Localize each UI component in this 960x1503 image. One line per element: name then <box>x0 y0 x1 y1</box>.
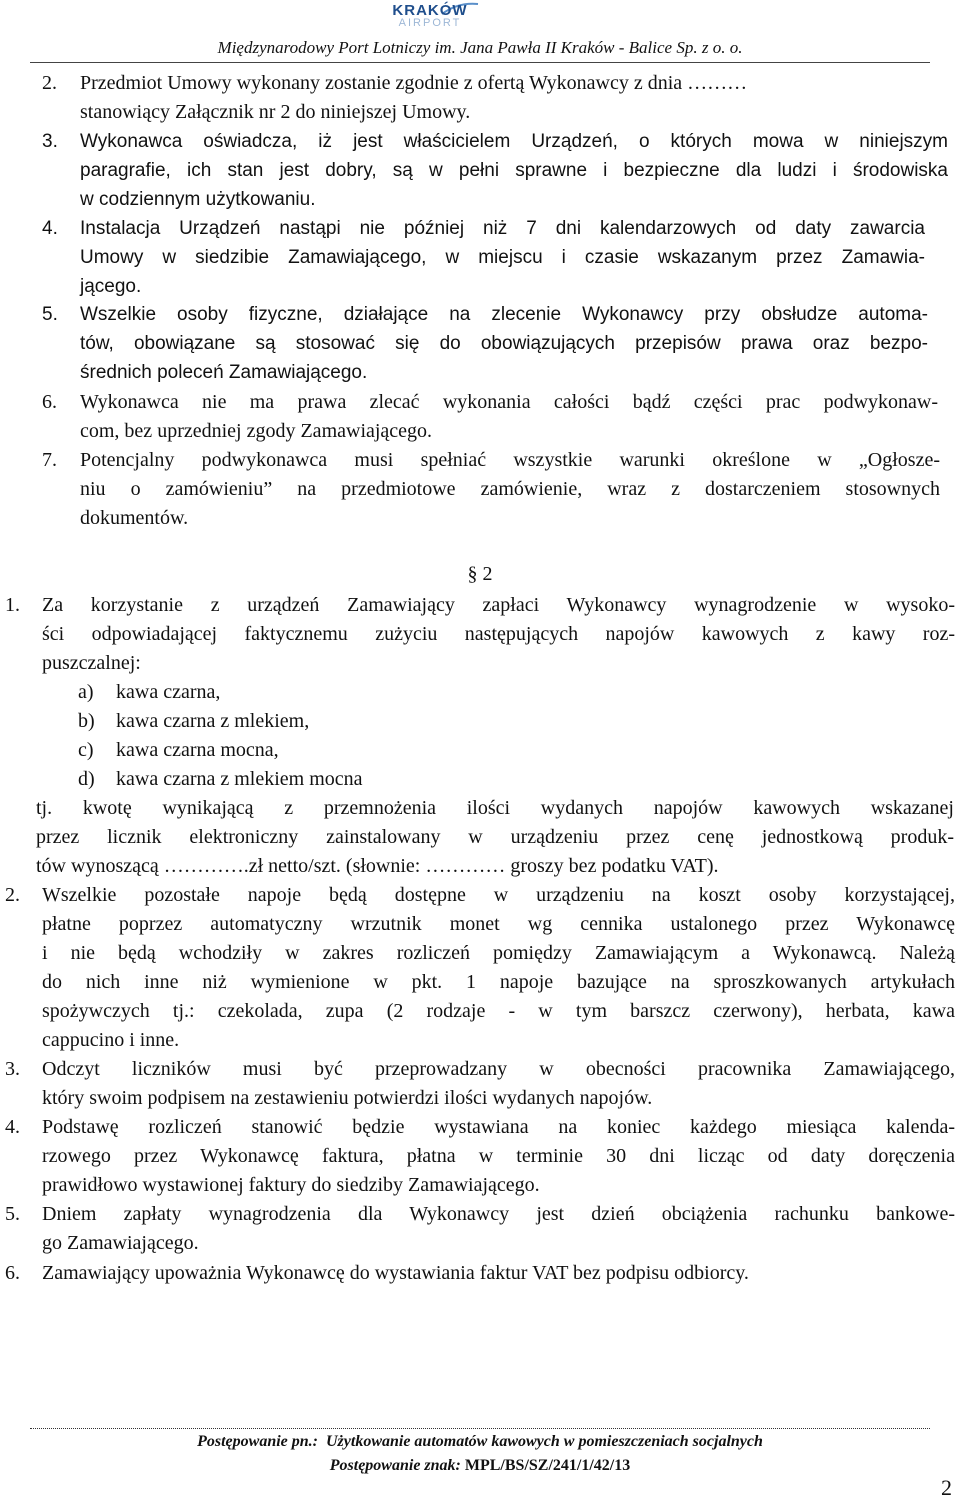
item-number: 7. <box>42 449 57 471</box>
footer-procedure-reference: Postępowanie znak: MPL/BS/SZ/241/1/42/13 <box>329 1457 631 1474</box>
paragraph-2-1-price: tj. kwotę wynikającą z przemnożenia ilości wydanych napojów kawowych wskazanej przez licznik elektroniczny zainstalowany w urządzeniu przez cenę jednostkową produk- tów wynoszącą ………….zł netto/szt. (słownie: ………… groszy bez podatku VAT). <box>36 797 954 877</box>
paragraph-1-3: Wykonawca oświadcza, iż jest właścicielem Urządzeń, o których mowa w niniejszym paragrafie, ich stan jest dobry, są w pełni sprawne i bezpieczne dla ludzi i środowiska w codziennym użytkowaniu. <box>80 131 948 210</box>
item-number: 2. <box>42 72 57 94</box>
list-item: a) kawa czarna, <box>78 681 221 703</box>
paragraph-2-2: Wszelkie pozostałe napoje będą dostępne w urządzeniu na koszt osoby korzystającej, płatne poprzez automatyczny wrzutnik monet wg cennika ustalonego przez Wykonawcę i nie będą wchodziły w zakres rozliczeń pomiędzy Zamawiającym a Wykonawcą. Należą do nich inne niż wymienione w pkt. 1 napoje bazujące na sproszkowanych artykułach spożywczych tj.: czekolada, zupa (2 rodzaje - w tym barszcz czerwony), herbata, kawa cappucino i inne. <box>42 884 955 1051</box>
page-number: 2 <box>941 1475 952 1500</box>
item-number: 3. <box>5 1058 20 1080</box>
list-item: c) kawa czarna mocna, <box>78 739 279 761</box>
paragraph-1-2: Przedmiot Umowy wykonany zostanie zgodnie z ofertą Wykonawcy z dnia ……… stanowiący Załącznik nr 2 do niniejszej Umowy. <box>80 72 748 123</box>
item-number: 2. <box>5 884 20 906</box>
logo-text-sub: AIRPORT <box>398 17 462 29</box>
paragraph-2-5: Dniem zapłaty wynagrodzenia dla Wykonawcy jest dzień obciążenia rachunku bankowe- go Zamawiającego. <box>42 1203 955 1254</box>
list-item: b) kawa czarna z mlekiem, <box>78 710 310 732</box>
paragraph-2-4: Podstawę rozliczeń stanowić będzie wystawiana na koniec każdego miesiąca kalenda- rzowego przez Wykonawcę faktura, płatna w terminie 30 dni licząc od daty doręczenia prawidłowo wystawionej faktury do siedziby Zamawiającego. <box>42 1116 955 1196</box>
company-name: Międzynarodowy Port Lotniczy im. Jana Pawła II Kraków - Balice Sp. z o. o. <box>217 38 743 57</box>
header-divider <box>30 62 930 63</box>
footer-procedure-name: Postępowanie pn.: Użytkowanie automatów kawowych w pomieszczeniach socjalnych <box>197 1433 763 1450</box>
logo-text-main: KRAKÓW <box>392 2 468 19</box>
item-number: 4. <box>42 218 58 239</box>
paragraph-1-7: Potencjalny podwykonawca musi spełniać wszystkie warunki określone w „Ogłosze- niu o zamówieniu” na przedmiotowe zamówienie, wraz z dostarczeniem stosownych dokumentów. <box>80 449 940 529</box>
paragraph-1-5: Wszelkie osoby fizyczne, działające na zlecenie Wykonawcy przy obsłudze automa- tów, obowiązane są stosować się do obowiązujących przepisów prawa oraz bezpo- średnich poleceń Zamawiającego. <box>80 304 928 383</box>
paragraph-2-3: Odczyt liczników musi być przeprowadzany w obecności pracownika Zamawiającego, który swoim podpisem na zestawieniu potwierdzi ilości wydanych napojów. <box>42 1058 955 1109</box>
paragraph-2-1: Za korzystanie z urządzeń Zamawiający zapłaci Wykonawcy wynagrodzenie w wysoko- ści odpowiadającej faktycznemu zużyciu następujących napojów kawowych z kawy roz- puszczalnej: <box>42 594 955 674</box>
item-number: 6. <box>42 391 57 413</box>
item-number: 5. <box>42 304 58 325</box>
item-number: 1. <box>5 594 20 616</box>
section-heading: § 2 <box>467 563 493 585</box>
item-number: 3. <box>42 131 58 152</box>
paragraph-2-6: Zamawiający upoważnia Wykonawcę do wystawiania faktur VAT bez podpisu odbiorcy. <box>42 1262 749 1284</box>
airport-logo <box>370 2 490 36</box>
item-number: 6. <box>5 1262 20 1284</box>
coffee-list <box>78 678 478 794</box>
paragraph-1-4: Instalacja Urządzeń nastąpi nie później niż 7 dni kalendarzowych od daty zawarcia Umowy w siedzibie Zamawiającego, w miejscu i czasie wskazanym przez Zamawia- jącego. <box>80 218 925 297</box>
paragraph-1-6: Wykonawca nie ma prawa zlecać wykonania całości bądź części prac podwykonaw- com, bez uprzedniej zgody Zamawiającego. <box>80 391 938 442</box>
item-number: 4. <box>5 1116 20 1138</box>
footer-divider <box>30 1428 930 1429</box>
list-item: d) kawa czarna z mlekiem mocna <box>78 768 363 790</box>
item-number: 5. <box>5 1203 20 1225</box>
